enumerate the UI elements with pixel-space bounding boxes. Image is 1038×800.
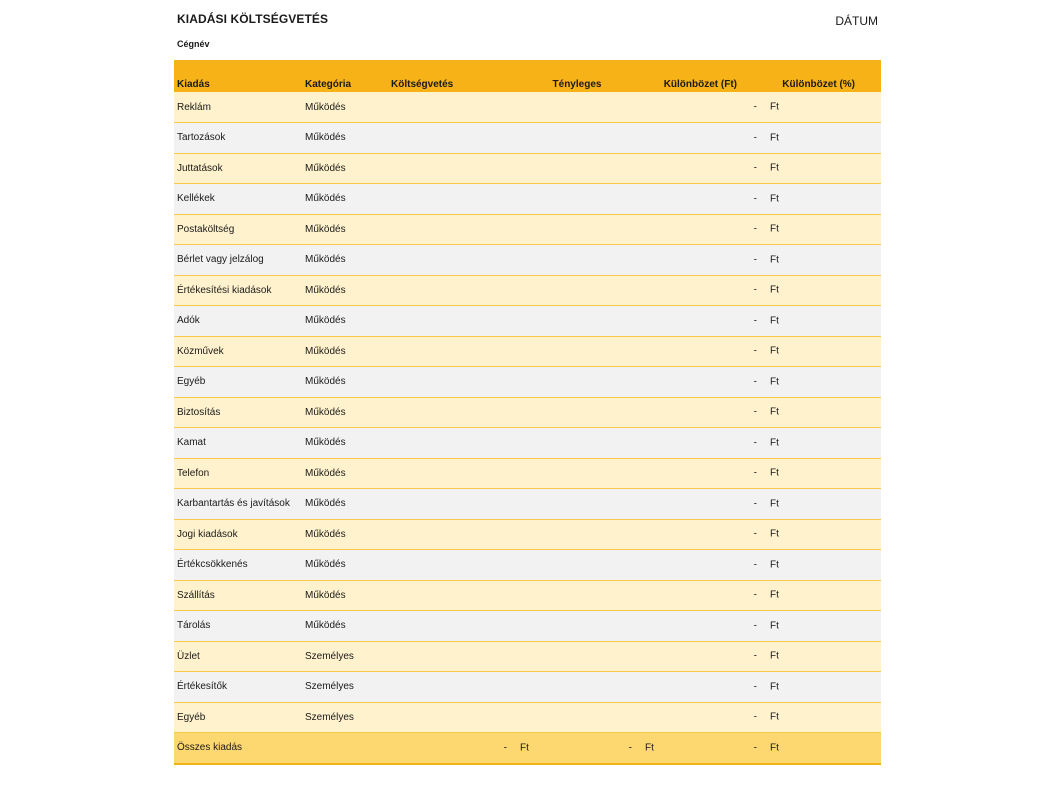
diff-ft-cell[interactable]: [638, 245, 763, 276]
diff-ft-cell[interactable]: [638, 397, 763, 428]
expense-cell[interactable]: Értékesítők: [177, 681, 228, 693]
category-cell[interactable]: Működés: [305, 620, 346, 632]
expense-cell[interactable]: Biztosítás: [177, 406, 221, 418]
budget-cell[interactable]: [388, 641, 513, 672]
diff-pct-cell[interactable]: [763, 489, 881, 520]
category-cell[interactable]: Működés: [305, 559, 346, 571]
table-row: [174, 611, 881, 642]
diff-ft-cell[interactable]: [638, 489, 763, 520]
table-row: [174, 275, 881, 306]
category-cell[interactable]: Személyes: [305, 711, 354, 723]
diff-dash: -: [753, 406, 757, 418]
total-actual-currency: Ft: [645, 742, 654, 754]
diff-ft-cell[interactable]: [638, 123, 763, 154]
expense-cell[interactable]: Egyéb: [177, 711, 206, 723]
actual-cell[interactable]: [513, 550, 638, 581]
actual-cell[interactable]: [513, 214, 638, 245]
column-header-budget[interactable]: Költségvetés: [391, 79, 454, 90]
expense-cell[interactable]: Adók: [177, 315, 200, 327]
category-cell[interactable]: Működés: [305, 162, 346, 174]
total-category-cell[interactable]: [302, 733, 388, 763]
category-cell[interactable]: Működés: [305, 254, 346, 266]
category-cell[interactable]: Személyes: [305, 650, 354, 662]
diff-ft-cell[interactable]: [638, 519, 763, 550]
column-header-diff-pct[interactable]: Különbözet (%): [782, 79, 855, 90]
expense-cell[interactable]: Közművek: [177, 345, 224, 357]
diff-pct-cell[interactable]: [763, 184, 881, 215]
expense-cell[interactable]: Tárolás: [177, 620, 211, 632]
total-diff-dash: -: [753, 742, 757, 754]
diff-pct-cell[interactable]: [763, 641, 881, 672]
diff-dash: -: [753, 559, 757, 571]
total-actual-dash: -: [628, 742, 632, 754]
budget-cell[interactable]: [388, 611, 513, 642]
expense-cell[interactable]: Kellékek: [177, 193, 215, 205]
category-cell[interactable]: Működés: [305, 345, 346, 357]
diff-currency: Ft: [770, 345, 779, 357]
expense-cell[interactable]: Bérlet vagy jelzálog: [177, 254, 264, 266]
diff-currency: Ft: [770, 620, 779, 632]
actual-cell[interactable]: [513, 245, 638, 276]
diff-currency: Ft: [770, 589, 779, 601]
category-cell[interactable]: Működés: [305, 101, 346, 113]
table-row: [174, 397, 881, 428]
budget-cell[interactable]: [388, 245, 513, 276]
budget-cell[interactable]: [388, 489, 513, 520]
table-row: [174, 458, 881, 489]
actual-cell[interactable]: [513, 92, 638, 123]
diff-pct-cell[interactable]: [763, 550, 881, 581]
diff-dash: -: [753, 193, 757, 205]
expense-cell[interactable]: Postaköltség: [177, 223, 235, 235]
diff-pct-cell[interactable]: [763, 702, 881, 733]
diff-currency: Ft: [770, 559, 779, 571]
table-row: [174, 367, 881, 398]
diff-ft-cell[interactable]: [638, 184, 763, 215]
diff-pct-cell[interactable]: [763, 519, 881, 550]
budget-cell[interactable]: [388, 428, 513, 459]
budget-cell[interactable]: [388, 275, 513, 306]
diff-pct-cell[interactable]: [763, 153, 881, 184]
table-row: [174, 672, 881, 703]
actual-cell[interactable]: [513, 519, 638, 550]
diff-ft-cell[interactable]: [638, 458, 763, 489]
table-header-row: [174, 62, 881, 92]
category-cell[interactable]: Működés: [305, 284, 346, 296]
diff-pct-cell[interactable]: [763, 397, 881, 428]
diff-ft-cell[interactable]: [638, 153, 763, 184]
diff-pct-cell[interactable]: [763, 672, 881, 703]
actual-cell[interactable]: [513, 306, 638, 337]
category-cell[interactable]: Működés: [305, 498, 346, 510]
budget-cell[interactable]: [388, 519, 513, 550]
company-name[interactable]: Cégnév: [177, 39, 210, 49]
category-cell[interactable]: Működés: [305, 406, 346, 418]
column-header-category[interactable]: Kategória: [305, 79, 352, 90]
diff-currency: Ft: [770, 193, 779, 205]
table-row: [174, 519, 881, 550]
table-row: [174, 489, 881, 520]
budget-cell[interactable]: [388, 336, 513, 367]
category-cell[interactable]: Működés: [305, 437, 346, 449]
diff-ft-cell[interactable]: [638, 641, 763, 672]
diff-dash: -: [753, 620, 757, 632]
budget-cell[interactable]: [388, 672, 513, 703]
actual-cell[interactable]: [513, 641, 638, 672]
total-diff-ft-cell[interactable]: [638, 733, 763, 763]
budget-cell[interactable]: [388, 153, 513, 184]
diff-dash: -: [753, 376, 757, 388]
diff-dash: -: [753, 528, 757, 540]
diff-dash: -: [753, 681, 757, 693]
expense-cell[interactable]: Jogi kiadások: [177, 528, 238, 540]
diff-currency: Ft: [770, 315, 779, 327]
budget-cell[interactable]: [388, 306, 513, 337]
diff-currency: Ft: [770, 284, 779, 296]
diff-ft-cell[interactable]: [638, 275, 763, 306]
expense-cell[interactable]: Értékcsökkenés: [177, 559, 248, 571]
diff-pct-cell[interactable]: [763, 245, 881, 276]
expense-cell[interactable]: Karbantartás és javítások: [177, 498, 290, 510]
date-field[interactable]: DÁTUM: [835, 14, 878, 28]
table-row: [174, 702, 881, 733]
diff-dash: -: [753, 162, 757, 174]
diff-currency: Ft: [770, 467, 779, 479]
category-cell[interactable]: Működés: [305, 376, 346, 388]
diff-pct-cell[interactable]: [763, 123, 881, 154]
diff-pct-cell[interactable]: [763, 92, 881, 123]
budget-cell[interactable]: [388, 184, 513, 215]
budget-cell[interactable]: [388, 214, 513, 245]
diff-ft-cell[interactable]: [638, 550, 763, 581]
diff-dash: -: [753, 650, 757, 662]
diff-currency: Ft: [770, 101, 779, 113]
budget-cell[interactable]: [388, 367, 513, 398]
category-cell[interactable]: Működés: [305, 315, 346, 327]
budget-cell[interactable]: [388, 123, 513, 154]
diff-pct-cell[interactable]: [763, 306, 881, 337]
total-budget-cell[interactable]: [388, 733, 513, 763]
diff-ft-cell[interactable]: [638, 702, 763, 733]
expense-cell[interactable]: Kamat: [177, 437, 206, 449]
table-row: [174, 153, 881, 184]
diff-ft-cell[interactable]: [638, 92, 763, 123]
actual-cell[interactable]: [513, 580, 638, 611]
diff-pct-cell[interactable]: [763, 611, 881, 642]
total-budget-dash: -: [503, 742, 507, 754]
diff-currency: Ft: [770, 650, 779, 662]
budget-cell[interactable]: [388, 550, 513, 581]
table-row: [174, 123, 881, 154]
diff-dash: -: [753, 711, 757, 723]
diff-dash: -: [753, 498, 757, 510]
table-row: [174, 550, 881, 581]
diff-dash: -: [753, 467, 757, 479]
category-cell[interactable]: Működés: [305, 193, 346, 205]
diff-dash: -: [753, 284, 757, 296]
document-title: KIADÁSI KÖLTSÉGVETÉS: [177, 12, 329, 26]
expense-budget-table: [174, 60, 881, 765]
diff-currency: Ft: [770, 132, 779, 144]
diff-pct-cell[interactable]: [763, 580, 881, 611]
category-cell[interactable]: Működés: [305, 223, 346, 235]
expense-cell[interactable]: Üzlet: [177, 650, 200, 662]
diff-currency: Ft: [770, 162, 779, 174]
diff-dash: -: [753, 315, 757, 327]
diff-dash: -: [753, 254, 757, 266]
budget-cell[interactable]: [388, 580, 513, 611]
expense-cell[interactable]: Értékesítési kiadások: [177, 284, 272, 296]
actual-cell[interactable]: [513, 275, 638, 306]
category-cell[interactable]: Működés: [305, 467, 346, 479]
diff-ft-cell[interactable]: [638, 580, 763, 611]
actual-cell[interactable]: [513, 184, 638, 215]
table-row: [174, 336, 881, 367]
total-diff-pct-cell[interactable]: [763, 733, 881, 763]
diff-dash: -: [753, 132, 757, 144]
column-header-diff-ft[interactable]: Különbözet (Ft): [663, 79, 737, 90]
column-header-expense[interactable]: Kiadás: [177, 79, 210, 90]
actual-cell[interactable]: [513, 336, 638, 367]
table-row: [174, 245, 881, 276]
diff-ft-cell[interactable]: [638, 214, 763, 245]
diff-ft-cell[interactable]: [638, 306, 763, 337]
category-cell[interactable]: Működés: [305, 132, 346, 144]
expense-cell[interactable]: Telefon: [177, 467, 210, 479]
total-diff-currency: Ft: [770, 742, 779, 754]
diff-ft-cell[interactable]: [638, 428, 763, 459]
diff-ft-cell[interactable]: [638, 672, 763, 703]
diff-dash: -: [753, 345, 757, 357]
budget-cell[interactable]: [388, 458, 513, 489]
category-cell[interactable]: Működés: [305, 528, 346, 540]
diff-currency: Ft: [770, 254, 779, 266]
table-row: [174, 580, 881, 611]
table-row: [174, 428, 881, 459]
table-row: [174, 641, 881, 672]
actual-cell[interactable]: [513, 367, 638, 398]
actual-cell[interactable]: [513, 428, 638, 459]
actual-cell[interactable]: [513, 397, 638, 428]
budget-cell[interactable]: [388, 702, 513, 733]
diff-dash: -: [753, 589, 757, 601]
expense-cell[interactable]: Tartozások: [177, 132, 226, 144]
actual-cell[interactable]: [513, 672, 638, 703]
diff-currency: Ft: [770, 223, 779, 235]
category-cell[interactable]: Működés: [305, 589, 346, 601]
diff-currency: Ft: [770, 376, 779, 388]
actual-cell[interactable]: [513, 489, 638, 520]
diff-currency: Ft: [770, 528, 779, 540]
expense-cell[interactable]: Szállítás: [177, 589, 215, 601]
table-row: [174, 306, 881, 337]
expense-cell[interactable]: Reklám: [177, 101, 211, 113]
actual-cell[interactable]: [513, 458, 638, 489]
total-actual-cell[interactable]: [513, 733, 638, 763]
column-header-actual[interactable]: Tényleges: [552, 79, 602, 90]
budget-cell[interactable]: [388, 397, 513, 428]
category-cell[interactable]: Személyes: [305, 681, 354, 693]
diff-ft-cell[interactable]: [638, 367, 763, 398]
actual-cell[interactable]: [513, 123, 638, 154]
budget-cell[interactable]: [388, 92, 513, 123]
table-row: [174, 214, 881, 245]
diff-pct-cell[interactable]: [763, 367, 881, 398]
total-label: Összes kiadás: [177, 742, 243, 754]
actual-cell[interactable]: [513, 702, 638, 733]
total-budget-currency: Ft: [520, 742, 529, 754]
table-row: [174, 92, 881, 123]
table-row: [174, 184, 881, 215]
diff-currency: Ft: [770, 406, 779, 418]
diff-currency: Ft: [770, 681, 779, 693]
diff-dash: -: [753, 223, 757, 235]
actual-cell[interactable]: [513, 611, 638, 642]
diff-ft-cell[interactable]: [638, 611, 763, 642]
diff-pct-cell[interactable]: [763, 458, 881, 489]
diff-ft-cell[interactable]: [638, 336, 763, 367]
diff-pct-cell[interactable]: [763, 214, 881, 245]
diff-currency: Ft: [770, 498, 779, 510]
expense-cell[interactable]: Egyéb: [177, 376, 206, 388]
diff-currency: Ft: [770, 437, 779, 449]
diff-dash: -: [753, 101, 757, 113]
diff-currency: Ft: [770, 711, 779, 723]
diff-pct-cell[interactable]: [763, 428, 881, 459]
expense-cell[interactable]: Juttatások: [177, 162, 223, 174]
diff-dash: -: [753, 437, 757, 449]
diff-pct-cell[interactable]: [763, 275, 881, 306]
actual-cell[interactable]: [513, 153, 638, 184]
diff-pct-cell[interactable]: [763, 336, 881, 367]
total-row: [174, 733, 881, 763]
